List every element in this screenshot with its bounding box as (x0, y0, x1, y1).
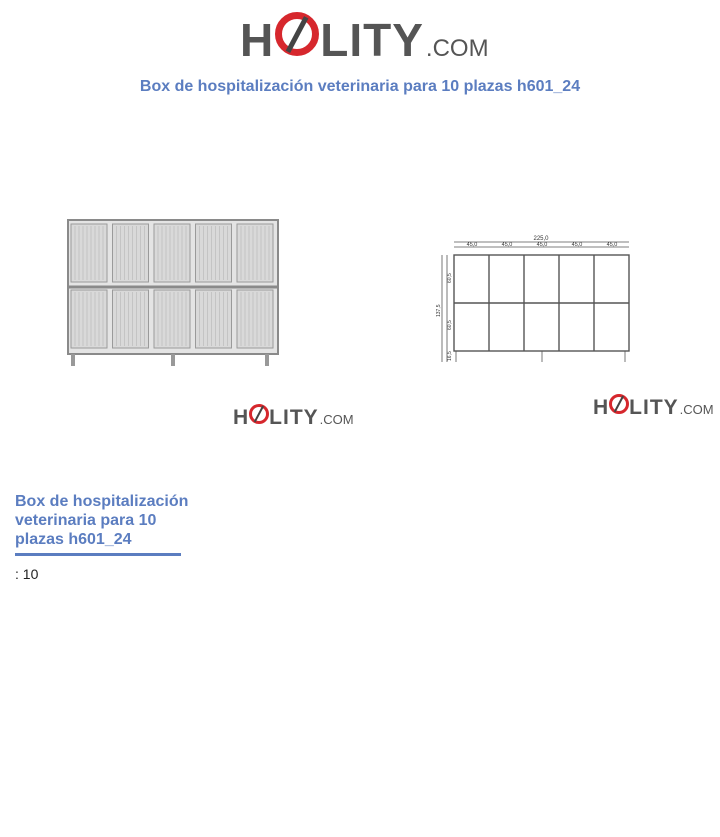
spec-value: 10 (22, 566, 39, 582)
dim-height-leg: 16,5 (447, 351, 453, 361)
cage-door (196, 224, 232, 282)
dim-module-3: 45,0 (536, 242, 548, 248)
dim-module-1: 45,0 (466, 242, 478, 248)
technical-drawing (420, 225, 645, 370)
dim-height-upper: 60,5 (447, 273, 453, 283)
holity-logo[interactable] (240, 12, 489, 67)
dim-module-2: 45,0 (501, 242, 513, 248)
logo-text-start: H (240, 14, 275, 66)
dim-module-5: 45,0 (606, 242, 618, 248)
logo-text-start: H (233, 406, 250, 429)
product-title: Box de hospitalización veterinaria para 10 plazas h601_24 (15, 493, 189, 548)
cage-door (154, 290, 190, 348)
spec-prefix: : (15, 566, 19, 582)
cage-door (113, 224, 149, 282)
cage-door (71, 290, 107, 348)
cage-door (154, 224, 190, 282)
logo-text-end: LITY (269, 406, 319, 429)
logo-domain: .COM (425, 35, 489, 62)
cage-door (113, 290, 149, 348)
title-underline (15, 553, 181, 556)
logo-text-end: LITY (320, 14, 424, 66)
cage-door (237, 224, 273, 282)
spec-line (15, 566, 38, 582)
cage-door (71, 224, 107, 282)
photo-logo (233, 404, 354, 430)
logo-domain: .COM (319, 412, 354, 427)
page-title: Box de hospitalización veterinaria para 10 plazas h601_24 (139, 78, 581, 95)
dim-total: 225,0 (533, 236, 549, 242)
logo-o-icon (609, 394, 629, 414)
cage-door (237, 290, 273, 348)
dim-height-overall: 137,5 (436, 304, 442, 317)
logo-o-icon (249, 404, 269, 424)
logo-text-end: LITY (629, 396, 679, 419)
cage-door (196, 290, 232, 348)
logo-domain: .COM (679, 402, 714, 417)
dim-module-4: 45,0 (571, 242, 583, 248)
dim-height-lower: 60,5 (447, 320, 453, 330)
logo-text-start: H (593, 396, 610, 419)
product-photo (15, 150, 375, 440)
drawing-logo (593, 394, 714, 420)
logo-o-icon (275, 12, 319, 56)
